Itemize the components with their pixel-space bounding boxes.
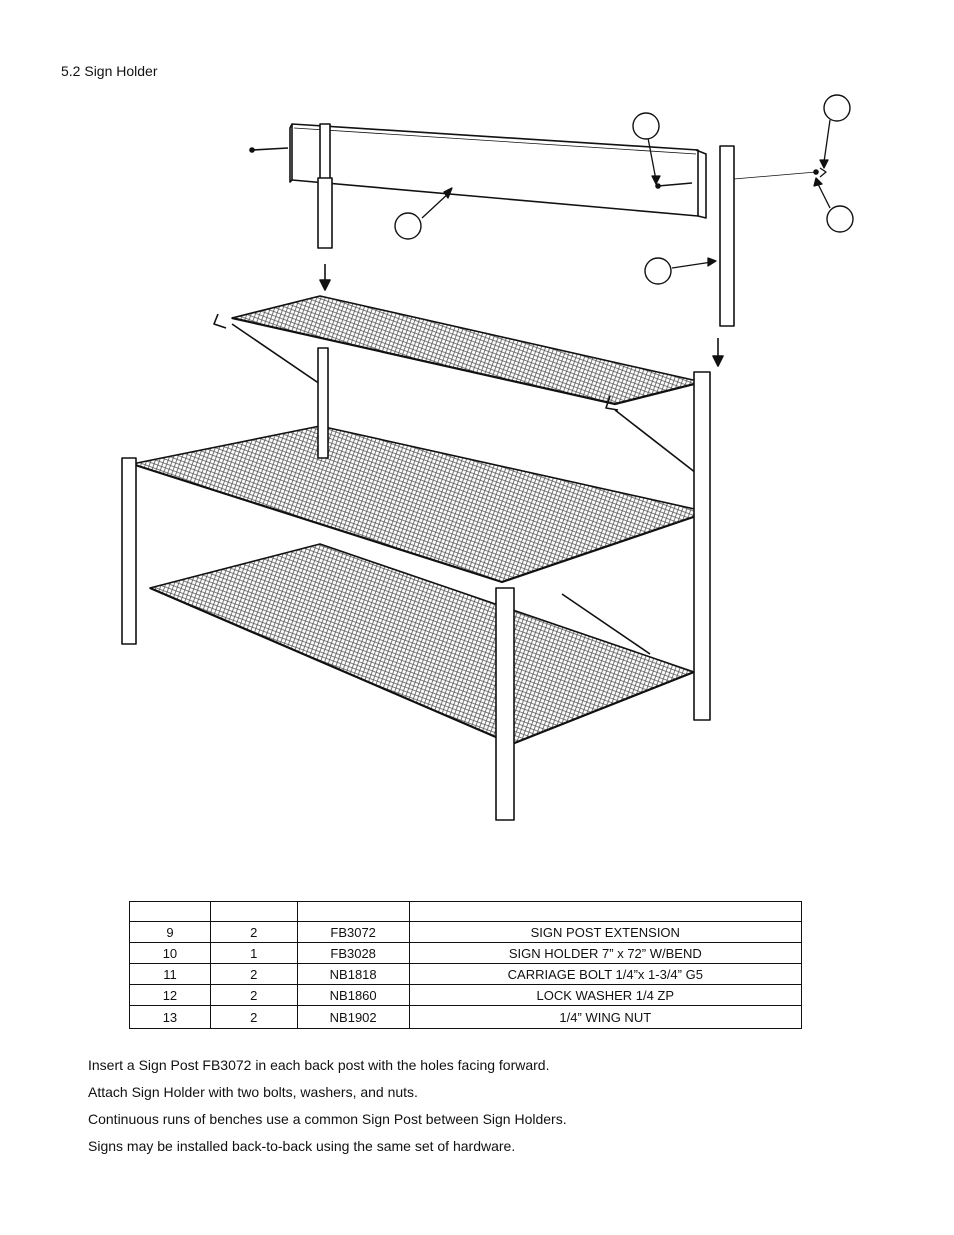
cell-description: 1/4” WING NUT xyxy=(409,1006,801,1029)
cell-description: SIGN HOLDER 7” x 72” W/BEND xyxy=(409,943,801,964)
sign-post-left xyxy=(318,124,332,290)
instruction-step: Insert a Sign Post FB3072 in each back post with the holes facing forward. xyxy=(88,1057,550,1073)
table-row xyxy=(130,943,802,964)
assembly-illustration xyxy=(110,88,870,833)
header-qty xyxy=(210,902,297,922)
table-row xyxy=(130,922,802,943)
cell-part-no: FB3028 xyxy=(297,943,409,964)
cell-qty: 2 xyxy=(210,964,297,985)
parts-table xyxy=(129,901,802,1029)
instructions-list xyxy=(88,1054,567,1162)
header-item xyxy=(130,902,211,922)
instruction-step: Attach Sign Holder with two bolts, washers, and nuts. xyxy=(88,1084,418,1100)
cell-item: 11 xyxy=(130,964,211,985)
cell-part-no: FB3072 xyxy=(297,922,409,943)
instruction-step: Signs may be installed back-to-back using the same set of hardware. xyxy=(88,1138,516,1154)
cell-qty: 2 xyxy=(210,922,297,943)
bolt-left xyxy=(250,148,288,152)
cell-part-no: NB1902 xyxy=(297,1006,409,1029)
cell-item: 13 xyxy=(130,1006,211,1029)
cell-qty: 2 xyxy=(210,1006,297,1029)
table-header-row xyxy=(130,902,802,922)
cell-part-no: NB1818 xyxy=(297,964,409,985)
middle-shelf xyxy=(132,426,708,582)
instruction-step: Continuous runs of benches use a common Sign Post between Sign Holders. xyxy=(88,1111,567,1127)
cell-qty: 2 xyxy=(210,985,297,1006)
table-row xyxy=(130,964,802,985)
header-part-no xyxy=(297,902,409,922)
cell-qty: 1 xyxy=(210,943,297,964)
cell-item: 9 xyxy=(130,922,211,943)
cell-description: CARRIAGE BOLT 1/4”x 1-3/4” G5 xyxy=(409,964,801,985)
bottom-shelf xyxy=(150,544,694,744)
table-row xyxy=(130,1006,802,1029)
cell-item: 12 xyxy=(130,985,211,1006)
cell-part-no: NB1860 xyxy=(297,985,409,1006)
section-title: 5.2 Sign Holder xyxy=(61,63,158,79)
cell-item: 10 xyxy=(130,943,211,964)
bench-sign-holder-drawing xyxy=(110,88,870,833)
cell-description: SIGN POST EXTENSION xyxy=(409,922,801,943)
cell-description: LOCK WASHER 1/4 ZP xyxy=(409,985,801,1006)
table-row xyxy=(130,985,802,1006)
header-description xyxy=(409,902,801,922)
sign-post-right xyxy=(713,146,734,366)
